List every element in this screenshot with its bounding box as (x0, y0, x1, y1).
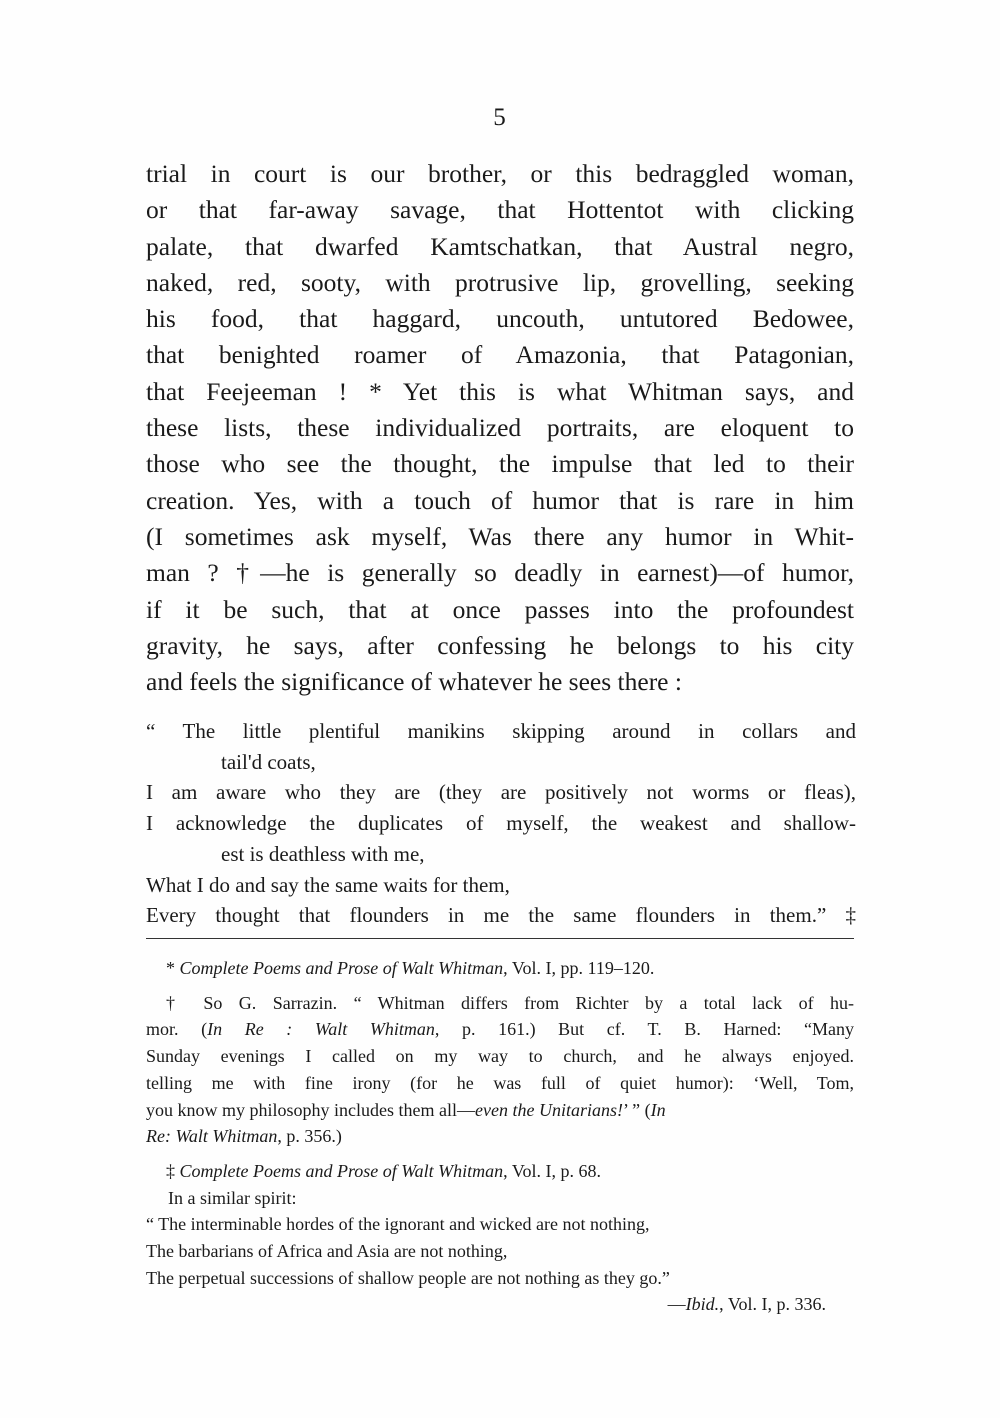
footnote-2-line (146, 1097, 854, 1124)
footnote-title: Ibid. (685, 1294, 720, 1315)
footnote-3 (146, 1158, 854, 1185)
footnotes (146, 955, 854, 1318)
paragraph-line: palate, that dwarfed Kamtschatkan, that Austral negro, (146, 231, 854, 261)
footnote-title: Complete Poems and Prose of Walt Whitman (179, 1160, 504, 1181)
footnote-text: — (667, 1294, 686, 1315)
paragraph-line: trial in court is our brother, or this bedraggled woman, (146, 159, 854, 188)
paragraph-line: if it be such, that at once passes into the profoundest (146, 594, 854, 624)
footnote-2-line (146, 1123, 854, 1150)
page-number: 5 (493, 104, 507, 131)
footnote-3-source (146, 1291, 854, 1318)
footnote-title: In Re : Walt Whitman (207, 1019, 435, 1040)
footnote-title: In (650, 1099, 666, 1120)
footnote-text: , p. 356.) (277, 1126, 342, 1147)
footnote-text: you know my philosophy includes them all— (146, 1099, 475, 1120)
footnote-divider (146, 938, 854, 939)
footnote-title: Complete Poems and Prose of Walt Whitman (179, 958, 504, 978)
verse-line: I am aware who they are (they are positively not worms or fleas), (146, 780, 856, 805)
paragraph-line: or that far-away savage, that Hottentot with clicking (146, 195, 854, 225)
main-paragraph (146, 156, 854, 700)
verse-line: est is deathless with me, (221, 841, 425, 866)
footnote-quote: even the Unitarians! (474, 1099, 623, 1120)
verse-line: I acknowledge the duplicates of myself, the weakest and shallow- (146, 811, 856, 836)
footnote-2-line (146, 1016, 854, 1043)
paragraph-line: his food, that haggard, uncouth, untutored Bedowee, (146, 304, 854, 334)
footnote-3-quote-line: The perpetual successions of shallow people are not nothing as they go.” (146, 1267, 670, 1288)
verse-line: tail'd coats, (221, 749, 316, 774)
verse-line: What I do and say the same waits for them, (146, 872, 510, 897)
footnote-mark: * (166, 958, 175, 978)
footnote-text: ’ ” ( (622, 1099, 651, 1120)
paragraph-line: naked, red, sooty, with protrusive lip, grovelling, seeking (146, 267, 854, 297)
footnote-text: , p. 161.) But cf. T. B. Harned: “Many (434, 1019, 855, 1040)
paragraph-line: gravity, he says, after confessing he belongs to his city (146, 630, 854, 660)
paragraph-line: that benighted roamer of Amazonia, that Patagonian, (146, 340, 854, 370)
footnote-3-quote-line: The barbarians of Africa and Asia are not nothing, (146, 1241, 508, 1262)
footnote-3-intro: In a similar spirit: (168, 1187, 297, 1208)
verse-quotation (146, 716, 856, 931)
footnote-1 (146, 955, 854, 982)
footnote-3-quote-line: “ The interminable hordes of the ignorant and wicked are not nothing, (146, 1214, 650, 1235)
verse-line: “ The little plentiful manikins skipping around in collars and (146, 719, 856, 743)
footnote-2-line: Sunday evenings I called on my way to church, and he always enjoyed. (146, 1046, 854, 1067)
paragraph-line: creation. Yes, with a touch of humor that is rare in him (146, 485, 854, 515)
paragraph-line: (I sometimes ask myself, Was there any humor in Whit- (146, 521, 854, 551)
paragraph-line: these lists, these individualized portraits, are eloquent to (146, 413, 854, 443)
footnote-title: Re: Walt Whitman (146, 1126, 278, 1147)
paragraph-line: man ? †—he is generally so deadly in earnest)—of humor, (146, 558, 854, 588)
verse-line: Every thought that flounders in me the same flounders in them.” ‡ (146, 903, 856, 928)
footnote-2-line: telling me with fine irony (for he was full of quiet humor): ‘Well, Tom, (146, 1072, 854, 1093)
paragraph-line: that Feejeeman ! * Yet this is what Whitman says, and (146, 376, 854, 406)
footnote-2-line: † So G. Sarrazin. “ Whitman differs from Richter by a total lack of hu- (166, 992, 854, 1013)
footnote-ref: , Vol. I, pp. 119–120. (503, 958, 655, 978)
footnote-mark: ‡ (166, 1160, 175, 1181)
footnote-text: mor. ( (146, 1019, 208, 1040)
paragraph-line: those who see the thought, the impulse that led to their (146, 449, 854, 479)
footnote-ref: , Vol. I, p. 336. (719, 1294, 826, 1315)
paragraph-line: and feels the significance of whatever he sees there : (146, 667, 682, 697)
footnote-ref: , Vol. I, p. 68. (503, 1160, 601, 1181)
